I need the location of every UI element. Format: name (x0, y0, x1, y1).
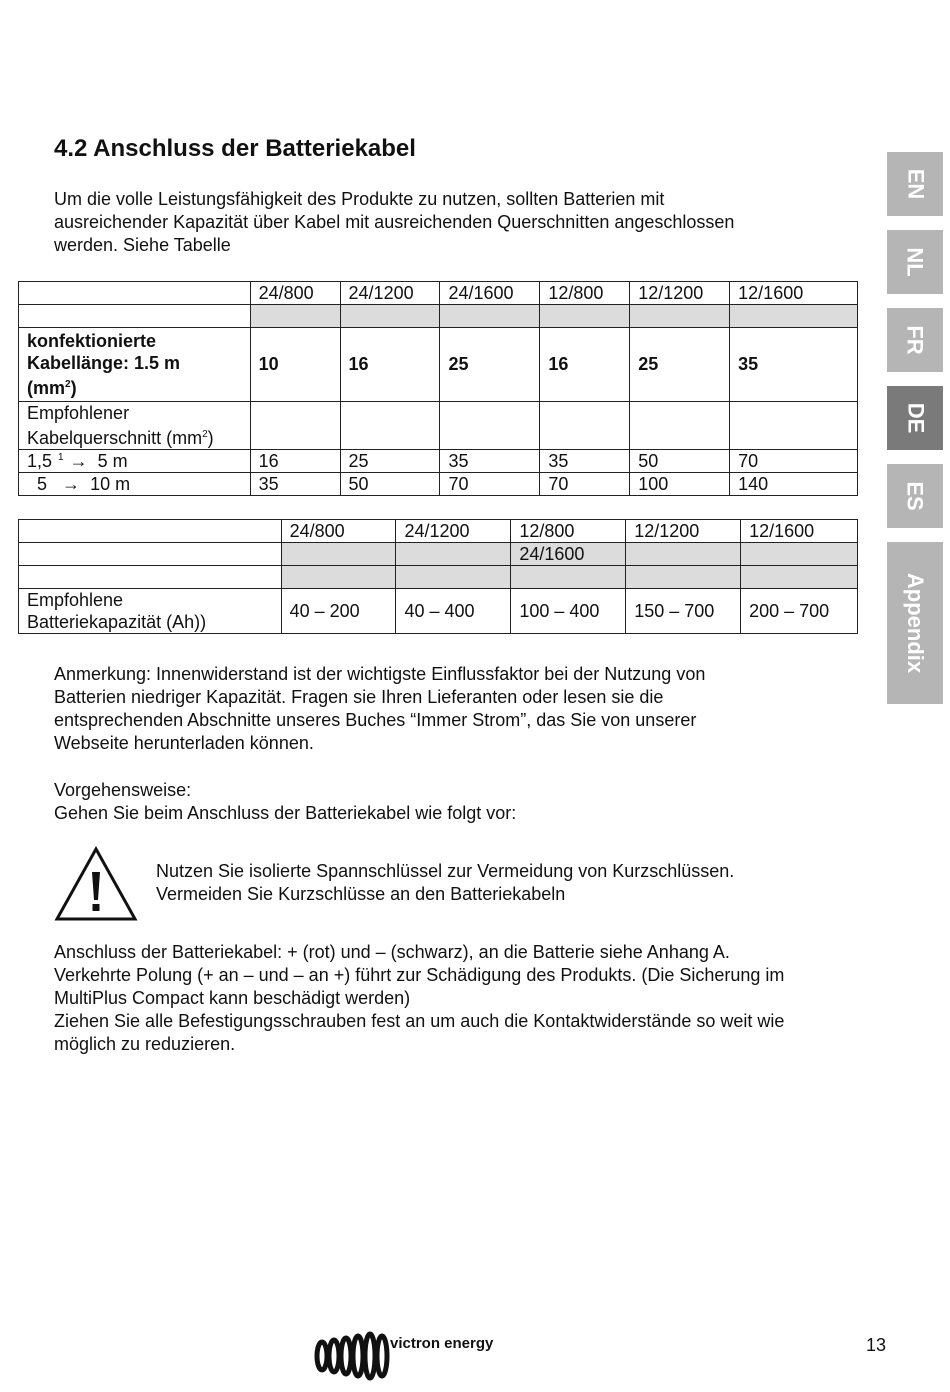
table-header-cell: 12/1200 (630, 282, 730, 305)
intro-line: werden. Siehe Tabelle (54, 235, 231, 255)
intro-line: Um die volle Leistungsfähigkeit des Produkte zu nutzen, sollten Batterien mit (54, 189, 665, 209)
tab-en[interactable]: EN (887, 152, 943, 216)
note-paragraph (54, 663, 854, 755)
table-cell: 150 – 700 (626, 589, 741, 634)
table-header-cell: 24/800 (250, 282, 340, 305)
page-title: 4.2 Anschluss der Batteriekabel (54, 135, 416, 162)
table-cell: 70 (730, 450, 858, 473)
table-row (19, 450, 858, 473)
table-cell (630, 402, 730, 450)
row-label-line: konfektionierte (27, 331, 157, 351)
table-row (19, 543, 858, 566)
tab-appendix[interactable]: Appendix (887, 542, 943, 704)
page-number: 13 (866, 1335, 887, 1355)
row-label (19, 402, 251, 450)
row-label (19, 589, 282, 634)
table-cell: 40 – 200 (281, 589, 396, 634)
note-line: Webseite herunterladen können. (54, 733, 314, 753)
table-cell: 40 – 400 (396, 589, 511, 634)
table-cell (396, 566, 511, 589)
table-cell: 35 (540, 450, 630, 473)
row-label: 1,5 $^1$ → 5 m (19, 450, 251, 473)
table-cell (741, 543, 858, 566)
table-cell (19, 543, 282, 566)
connection-line: Anschluss der Batteriekabel: + (rot) und – (schwarz), an die Batterie siehe Anhang A. (54, 942, 730, 962)
warning-line: Vermeiden Sie Kurzschlüsse an den Batteriekabeln (156, 884, 566, 904)
table-cell: 25 (340, 450, 440, 473)
table-cell (19, 520, 282, 543)
battery-capacity-table (18, 519, 858, 634)
table-header-cell: 12/1600 (741, 520, 858, 543)
table-cell (630, 305, 730, 328)
table-header-cell: 12/1600 (730, 282, 858, 305)
table-cell (730, 305, 858, 328)
table-cell: 25 (630, 328, 730, 402)
note-line: entsprechenden Abschnitte unseres Buches “Immer Strom”, das Sie von unserer (54, 710, 697, 730)
table-header-cell: 12/800 (511, 520, 626, 543)
table-cell (250, 305, 340, 328)
connection-line: MultiPlus Compact kann beschädigt werden) (54, 988, 411, 1008)
table-cell: 50 (340, 473, 440, 496)
table-cell (281, 566, 396, 589)
table-cell: 200 – 700 (741, 589, 858, 634)
table-header-cell: 24/1600 (511, 543, 626, 566)
table-row (19, 328, 858, 402)
row-label (19, 328, 251, 402)
table-cell (540, 402, 630, 450)
row-label-line: Kabellänge: 1.5 m (27, 353, 181, 373)
table-cell (19, 305, 251, 328)
cable-cross-section-table (18, 281, 858, 496)
row-label: 5 → 10 m (19, 473, 251, 496)
table-cell (626, 566, 741, 589)
table-cell (540, 305, 630, 328)
table-cell: 10 (250, 328, 340, 402)
table-cell: 16 (250, 450, 340, 473)
arrow-right-icon: → (62, 473, 81, 494)
intro-paragraph (54, 188, 844, 257)
table-header-row (19, 282, 858, 305)
table-cell: 16 (340, 328, 440, 402)
row-label-line: Batteriekapazität (Ah)) (27, 612, 207, 632)
table-cell: 70 (540, 473, 630, 496)
table-row (19, 305, 858, 328)
table-cell: 50 (630, 450, 730, 473)
table-cell: 35 (250, 473, 340, 496)
table-cell (19, 566, 282, 589)
table-cell (281, 543, 396, 566)
table-cell: 25 (440, 328, 540, 402)
table-cell: 16 (540, 328, 630, 402)
tab-fr[interactable]: FR (887, 308, 943, 372)
connection-line: Verkehrte Polung (+ an – und – an +) führt zur Schädigung des Produkts. (Die Sicherung im (54, 965, 785, 985)
table-cell (440, 402, 540, 450)
table-cell: 35 (440, 450, 540, 473)
table-cell: 35 (730, 328, 858, 402)
intro-line: ausreichender Kapazität über Kabel mit ausreichenden Querschnitten angeschlossen (54, 212, 735, 232)
table-cell: 70 (440, 473, 540, 496)
procedure-title: Vorgehensweise: (54, 780, 192, 800)
table-cell (19, 282, 251, 305)
note-line: Batterien niedriger Kapazität. Fragen sie Ihren Lieferanten oder lesen sie die (54, 687, 664, 707)
table-cell: 100 (630, 473, 730, 496)
note-line: Anmerkung: Innenwiderstand ist der wichtigste Einflussfaktor bei der Nutzung von (54, 664, 706, 684)
tab-nl[interactable]: NL (887, 230, 943, 294)
row-label-line: Empfohlene (27, 590, 124, 610)
connection-line: möglich zu reduzieren. (54, 1034, 236, 1054)
table-header-cell: 24/1200 (340, 282, 440, 305)
row-label-line: Kabelquerschnitt $(mm^2)$ (27, 428, 214, 448)
table-header-cell: 24/800 (281, 520, 396, 543)
table-row (19, 473, 858, 496)
tab-de[interactable]: DE (887, 386, 943, 450)
connection-paragraph (54, 941, 884, 1056)
table-cell (340, 402, 440, 450)
warning-text (156, 860, 856, 906)
table-header-row (19, 520, 858, 543)
table-cell (741, 566, 858, 589)
connection-line: Ziehen Sie alle Befestigungsschrauben fest an um auch die Kontaktwiderstände so weit wie (54, 1011, 785, 1031)
table-row (19, 402, 858, 450)
table-header-cell: 12/800 (540, 282, 630, 305)
row-label-line: $(mm^2)$ (27, 378, 77, 398)
table-header-cell: 24/1600 (440, 282, 540, 305)
table-cell (730, 402, 858, 450)
table-cell (440, 305, 540, 328)
tab-es[interactable]: ES (887, 464, 943, 528)
table-cell (340, 305, 440, 328)
logo-text: victron energy (390, 1335, 494, 1352)
table-header-cell: 24/1200 (396, 520, 511, 543)
table-cell (250, 402, 340, 450)
table-row (19, 589, 858, 634)
table-header-cell: 12/1200 (626, 520, 741, 543)
table-cell (511, 566, 626, 589)
table-row (19, 566, 858, 589)
table-cell: 140 (730, 473, 858, 496)
table-cell: 100 – 400 (511, 589, 626, 634)
table-cell (626, 543, 741, 566)
procedure-text: Gehen Sie beim Anschluss der Batteriekabel wie folgt vor: (54, 803, 517, 823)
warning-line: Nutzen Sie isolierte Spannschlüssel zur Vermeidung von Kurzschlüssen. (156, 861, 735, 881)
table-cell (396, 543, 511, 566)
warning-triangle-icon (54, 846, 138, 922)
row-label-line: Empfohlener (27, 403, 130, 423)
arrow-right-icon: → (69, 450, 88, 471)
